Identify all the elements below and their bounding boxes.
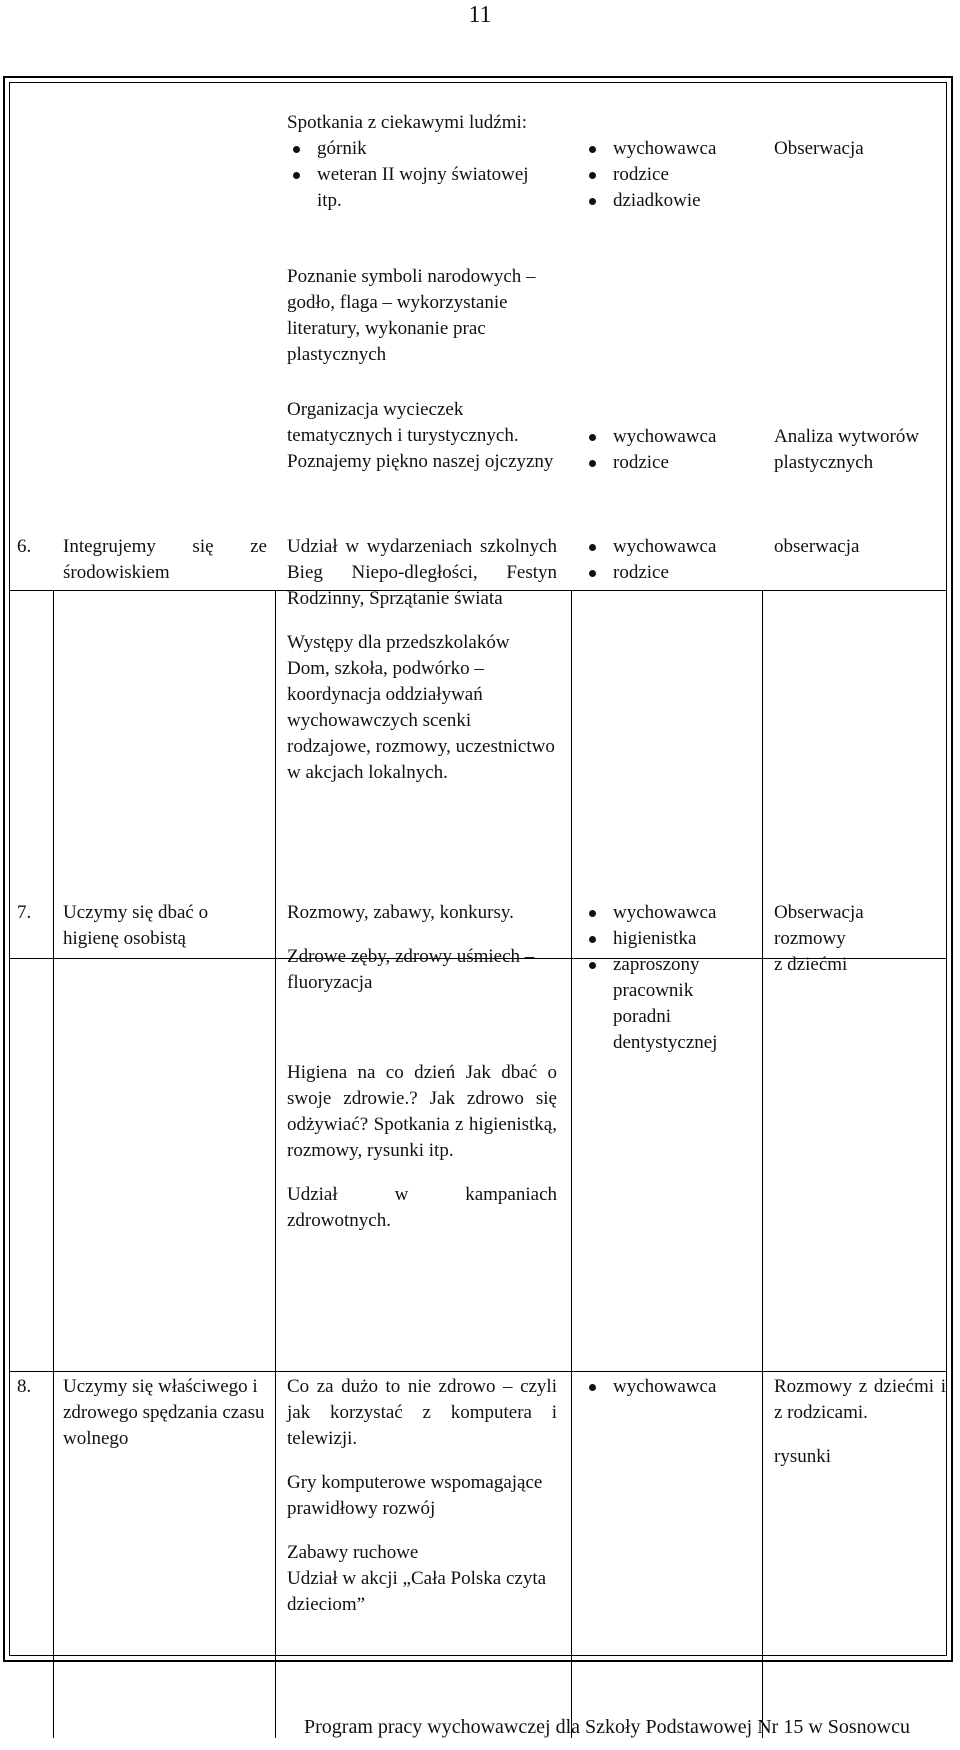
method-text: Występy dla przedszkolaków Dom, szkoła, podwórko – koordynacja oddziaływań wychowawczych scenki rodzajowe, rozmowy, uczestnictwo w akcjach lokalnych. bbox=[287, 632, 555, 783]
method-text: Zdrowe zęby, zdrowy uśmiech – fluoryzacja bbox=[287, 946, 535, 993]
spotkania-cell bbox=[287, 110, 557, 214]
evaluation-text: rysunki bbox=[774, 1446, 831, 1467]
spotkania-list bbox=[287, 136, 557, 214]
list-item: wychowawca bbox=[583, 900, 753, 926]
method-text: Co za dużo to nie zdrowo – czyli jak korzystać z komputera i telewizji. bbox=[287, 1376, 557, 1449]
page-number: 11 bbox=[468, 2, 492, 28]
wycieczki-responsible bbox=[583, 424, 753, 476]
row-number-text: 7. bbox=[17, 902, 32, 923]
list-item: zaproszony pracownik poradni dentystycznej bbox=[583, 952, 753, 1056]
row-number bbox=[17, 534, 49, 560]
column-divider bbox=[275, 590, 276, 1738]
method-text: Rozmowy, zabawy, konkursy. bbox=[287, 902, 514, 923]
wycieczki-cell bbox=[287, 397, 557, 475]
responsible-cell bbox=[583, 534, 753, 586]
evaluation-text: Obserwacja bbox=[774, 138, 864, 159]
symbole-cell bbox=[287, 264, 557, 368]
evaluation-text: Rozmowy z dziećmi i z rodzicami. bbox=[774, 1376, 946, 1423]
topic-cell bbox=[63, 900, 267, 952]
method-text: Udział w akcji „Cała Polska czyta dzieciom” bbox=[287, 1568, 547, 1615]
column-divider bbox=[571, 590, 572, 1738]
page-footer: Program pracy wychowawczej dla Szkoły Podstawowej Nr 15 w Sosnowcu bbox=[304, 1716, 910, 1738]
topic-cell bbox=[63, 534, 267, 586]
program-table bbox=[3, 76, 953, 1662]
evaluation-text: obserwacja bbox=[774, 536, 860, 557]
list-item: rodzice bbox=[583, 450, 753, 476]
list-item: higienistka bbox=[583, 926, 753, 952]
evaluation-cell bbox=[774, 534, 946, 560]
methods-cell bbox=[287, 1374, 557, 1618]
method-text: Udział w kampaniach zdrowotnych. bbox=[287, 1184, 557, 1231]
methods-cell bbox=[287, 900, 557, 1234]
spotkania-title: Spotkania z ciekawymi ludźmi: bbox=[287, 112, 528, 133]
evaluation-text: Obserwacja bbox=[774, 902, 864, 923]
row-number-text: 6. bbox=[17, 536, 32, 557]
row-number bbox=[17, 900, 49, 926]
list-item: wychowawca bbox=[583, 534, 753, 560]
list-item: wychowawca bbox=[583, 136, 753, 162]
wycieczki-evaluation bbox=[774, 424, 946, 476]
topic-text: Integrujemy się ze środowiskiem bbox=[63, 536, 267, 583]
method-text: Higiena na co dzień Jak dbać o swoje zdrowie.? Jak zdrowo się odżywiać? Spotkania z higienistką, rozmowy, rysunki itp. bbox=[287, 1062, 557, 1161]
list-item: weteran II wojny światowej itp. bbox=[287, 162, 557, 214]
evaluation-cell bbox=[774, 1374, 946, 1470]
responsible-cell bbox=[583, 1374, 753, 1400]
list-item: wychowawca bbox=[583, 1374, 753, 1400]
topic-text: Uczymy się właściwego i zdrowego spędzania czasu wolnego bbox=[63, 1376, 265, 1449]
list-item: wychowawca bbox=[583, 424, 753, 450]
spotkania-evaluation bbox=[774, 136, 944, 162]
spotkania-responsible bbox=[583, 136, 753, 214]
method-text: Organizacja wycieczek tematycznych i turystycznych. Poznajemy piękno naszej ojczyzny bbox=[287, 399, 554, 472]
method-text: Gry komputerowe wspomagające prawidłowy rozwój bbox=[287, 1472, 543, 1519]
list-item: rodzice bbox=[583, 162, 753, 188]
method-text: Poznanie symboli narodowych – godło, flaga – wykorzystanie literatury, wykonanie prac plastycznych bbox=[287, 266, 536, 365]
evaluation-text: z dziećmi bbox=[774, 954, 848, 975]
list-item: górnik bbox=[287, 136, 557, 162]
list-item: dziadkowie bbox=[583, 188, 753, 214]
topic-cell bbox=[63, 1374, 267, 1452]
method-text: Udział w wydarzeniach szkolnych Bieg Niepo-dległości, Festyn Rodzinny, Sprzątanie świata bbox=[287, 536, 557, 609]
method-text: Zabawy ruchowe bbox=[287, 1542, 419, 1563]
row-number-text: 8. bbox=[17, 1376, 32, 1397]
row-divider bbox=[9, 1371, 947, 1372]
evaluation-cell bbox=[774, 900, 946, 978]
row-number bbox=[17, 1374, 49, 1400]
methods-cell bbox=[287, 534, 557, 786]
list-item: rodzice bbox=[583, 560, 753, 586]
evaluation-text: Analiza wytworów plastycznych bbox=[774, 426, 920, 473]
column-divider bbox=[762, 590, 763, 1738]
evaluation-text: rozmowy bbox=[774, 928, 846, 949]
column-divider bbox=[53, 590, 54, 1738]
responsible-cell bbox=[583, 900, 753, 1056]
topic-text: Uczymy się dbać o higienę osobistą bbox=[63, 902, 209, 949]
